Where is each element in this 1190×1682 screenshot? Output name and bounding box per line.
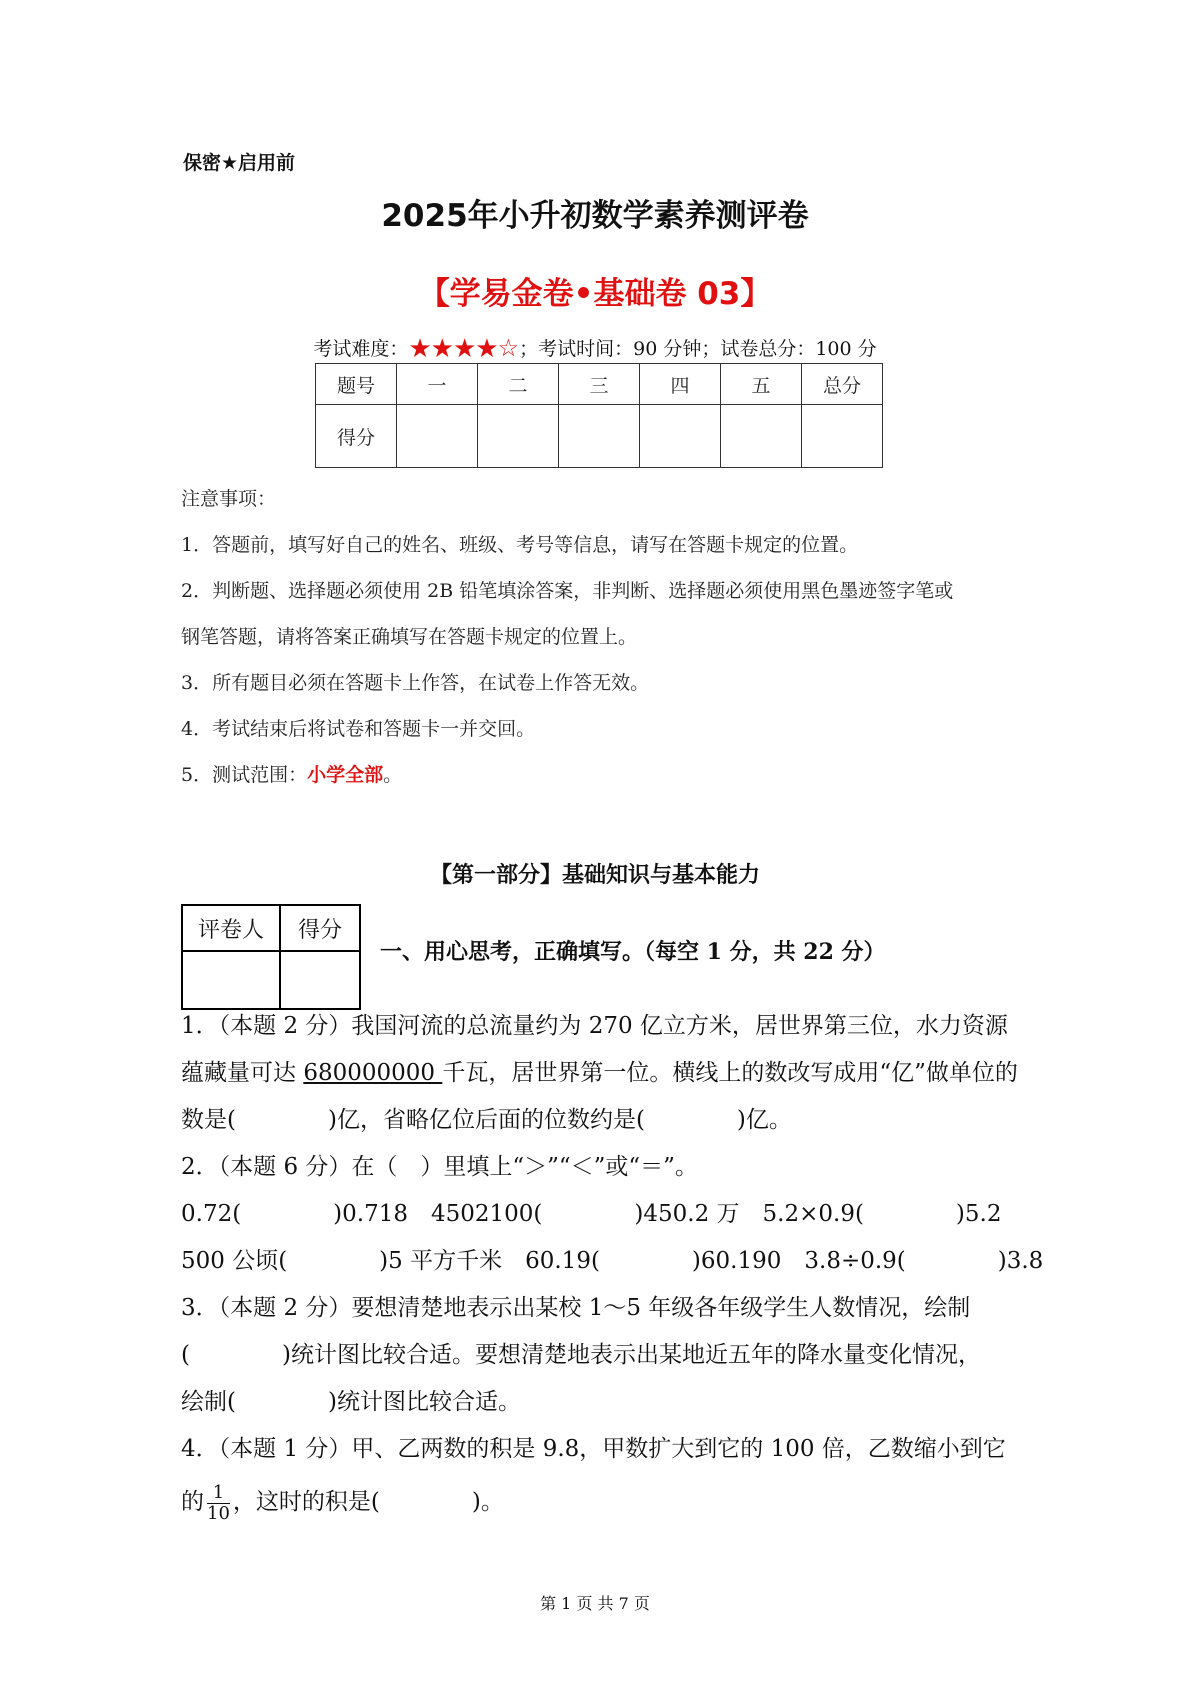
score-cell[interactable]	[802, 405, 883, 468]
score-cell[interactable]	[721, 405, 802, 468]
note-item5-prefix: 5．测试范围：	[181, 764, 308, 786]
note-item: 3．所有题目必须在答题卡上作答，在试卷上作答无效。	[181, 672, 650, 694]
confidential-mark: 保密★启用前	[183, 152, 296, 174]
page-footer: 第 1 页 共 7 页	[540, 1594, 650, 1613]
note-item5-suffix: 。	[383, 764, 403, 786]
difficulty-stars-filled: ★★★★	[408, 334, 498, 364]
fraction-denominator: 10	[207, 1502, 230, 1524]
question-text: 的	[181, 1489, 204, 1515]
grader-table	[181, 904, 361, 1010]
fraction	[207, 1483, 230, 1524]
note-item: 4．考试结束后将试卷和答题卡一并交回。	[181, 718, 536, 740]
note-item	[181, 752, 1041, 798]
score-table-header-cell: 总分	[802, 364, 883, 405]
score-cell[interactable]	[559, 405, 640, 468]
question-line: ( )统计图比较合适。要想清楚地表示出某地近五年的降水量变化情况，	[181, 1342, 981, 1368]
note-item: 2．判断题、选择题必须使用 2B 铅笔填涂答案，非判断、选择题必须使用黑色墨迹签字笔或	[181, 580, 954, 602]
score-cell[interactable]	[478, 405, 559, 468]
score-table-header-cell: 三	[559, 364, 640, 405]
question-line: 2．（本题 6 分）在（ ）里填上“＞”“＜”或“＝”。	[181, 1154, 698, 1180]
question-line: 1．（本题 2 分）我国河流的总流量约为 270 亿立方米，居世界第三位，水力资源	[181, 1013, 1008, 1039]
difficulty-label: 考试难度：	[313, 338, 409, 360]
score-table-header-row	[316, 364, 883, 405]
notes-section	[181, 476, 1041, 798]
score-table-header-cell: 五	[721, 364, 802, 405]
grader-label: 评卷人	[182, 905, 280, 951]
question-line: 4．（本题 1 分）甲、乙两数的积是 9.8，甲数扩大到它的 100 倍，乙数缩小到它	[181, 1436, 1006, 1462]
exam-title: 2025年小升初数学素养测评卷	[381, 198, 809, 234]
score-table-header-cell: 二	[478, 364, 559, 405]
section-title: 一、用心思考，正确填写。（每空 1 分，共 22 分）	[380, 939, 886, 965]
question-line: 3．（本题 2 分）要想清楚地表示出某校 1～5 年级各年级学生人数情况，绘制	[181, 1295, 971, 1321]
notes-heading: 注意事项：	[181, 488, 277, 510]
note-item: 钢笔答题，请将答案正确填写在答题卡规定的位置上。	[181, 626, 638, 648]
score-cell[interactable]	[397, 405, 478, 468]
score-table-header-cell: 四	[640, 364, 721, 405]
score-table-score-row	[316, 405, 883, 468]
question-line: 绘制( )统计图比较合适。	[181, 1389, 521, 1415]
question-line: 500 公顷( )5 平方千米 60.19( )60.190 3.8÷0.9( )3.8	[181, 1248, 1044, 1274]
part-title: 【第一部分】基础知识与基本能力	[429, 863, 760, 888]
exam-info-line	[0, 334, 1190, 364]
score-table	[315, 363, 883, 468]
grader-name-cell[interactable]	[182, 951, 280, 1009]
question-text: ，这时的积是( )。	[232, 1489, 504, 1515]
question-line: 数是( )亿，省略亿位后面的位数约是( )亿。	[181, 1107, 792, 1133]
underlined-number: 680000000	[303, 1060, 443, 1086]
test-scope: 小学全部	[307, 764, 384, 786]
exam-subtitle: 【学易金卷•基础卷 03】	[418, 276, 772, 312]
fraction-numerator: 1	[207, 1483, 230, 1504]
question-line	[181, 1479, 1061, 1526]
time-and-score: ；考试时间：90 分钟；试卷总分：100 分	[519, 338, 877, 360]
score-row-label: 得分	[316, 405, 397, 468]
question-line: 0.72( )0.718 4502100( )450.2 万 5.2×0.9( )5.2	[181, 1201, 1002, 1227]
note-item: 1．答题前，填写好自己的姓名、班级、考号等信息，请写在答题卡规定的位置。	[181, 534, 859, 556]
grader-score-cell[interactable]	[280, 951, 360, 1009]
difficulty-star-empty: ☆	[497, 334, 520, 362]
question-text: 蕴藏量可达	[181, 1060, 304, 1086]
question-text: 千瓦，居世界第一位。横线上的数改写成用“亿”做单位的	[442, 1060, 1018, 1086]
score-table-header-cell: 题号	[316, 364, 397, 405]
questions-block	[181, 1003, 1061, 1526]
grader-score-label: 得分	[280, 905, 360, 951]
score-cell[interactable]	[640, 405, 721, 468]
question-line	[181, 1050, 1061, 1097]
score-table-header-cell: 一	[397, 364, 478, 405]
